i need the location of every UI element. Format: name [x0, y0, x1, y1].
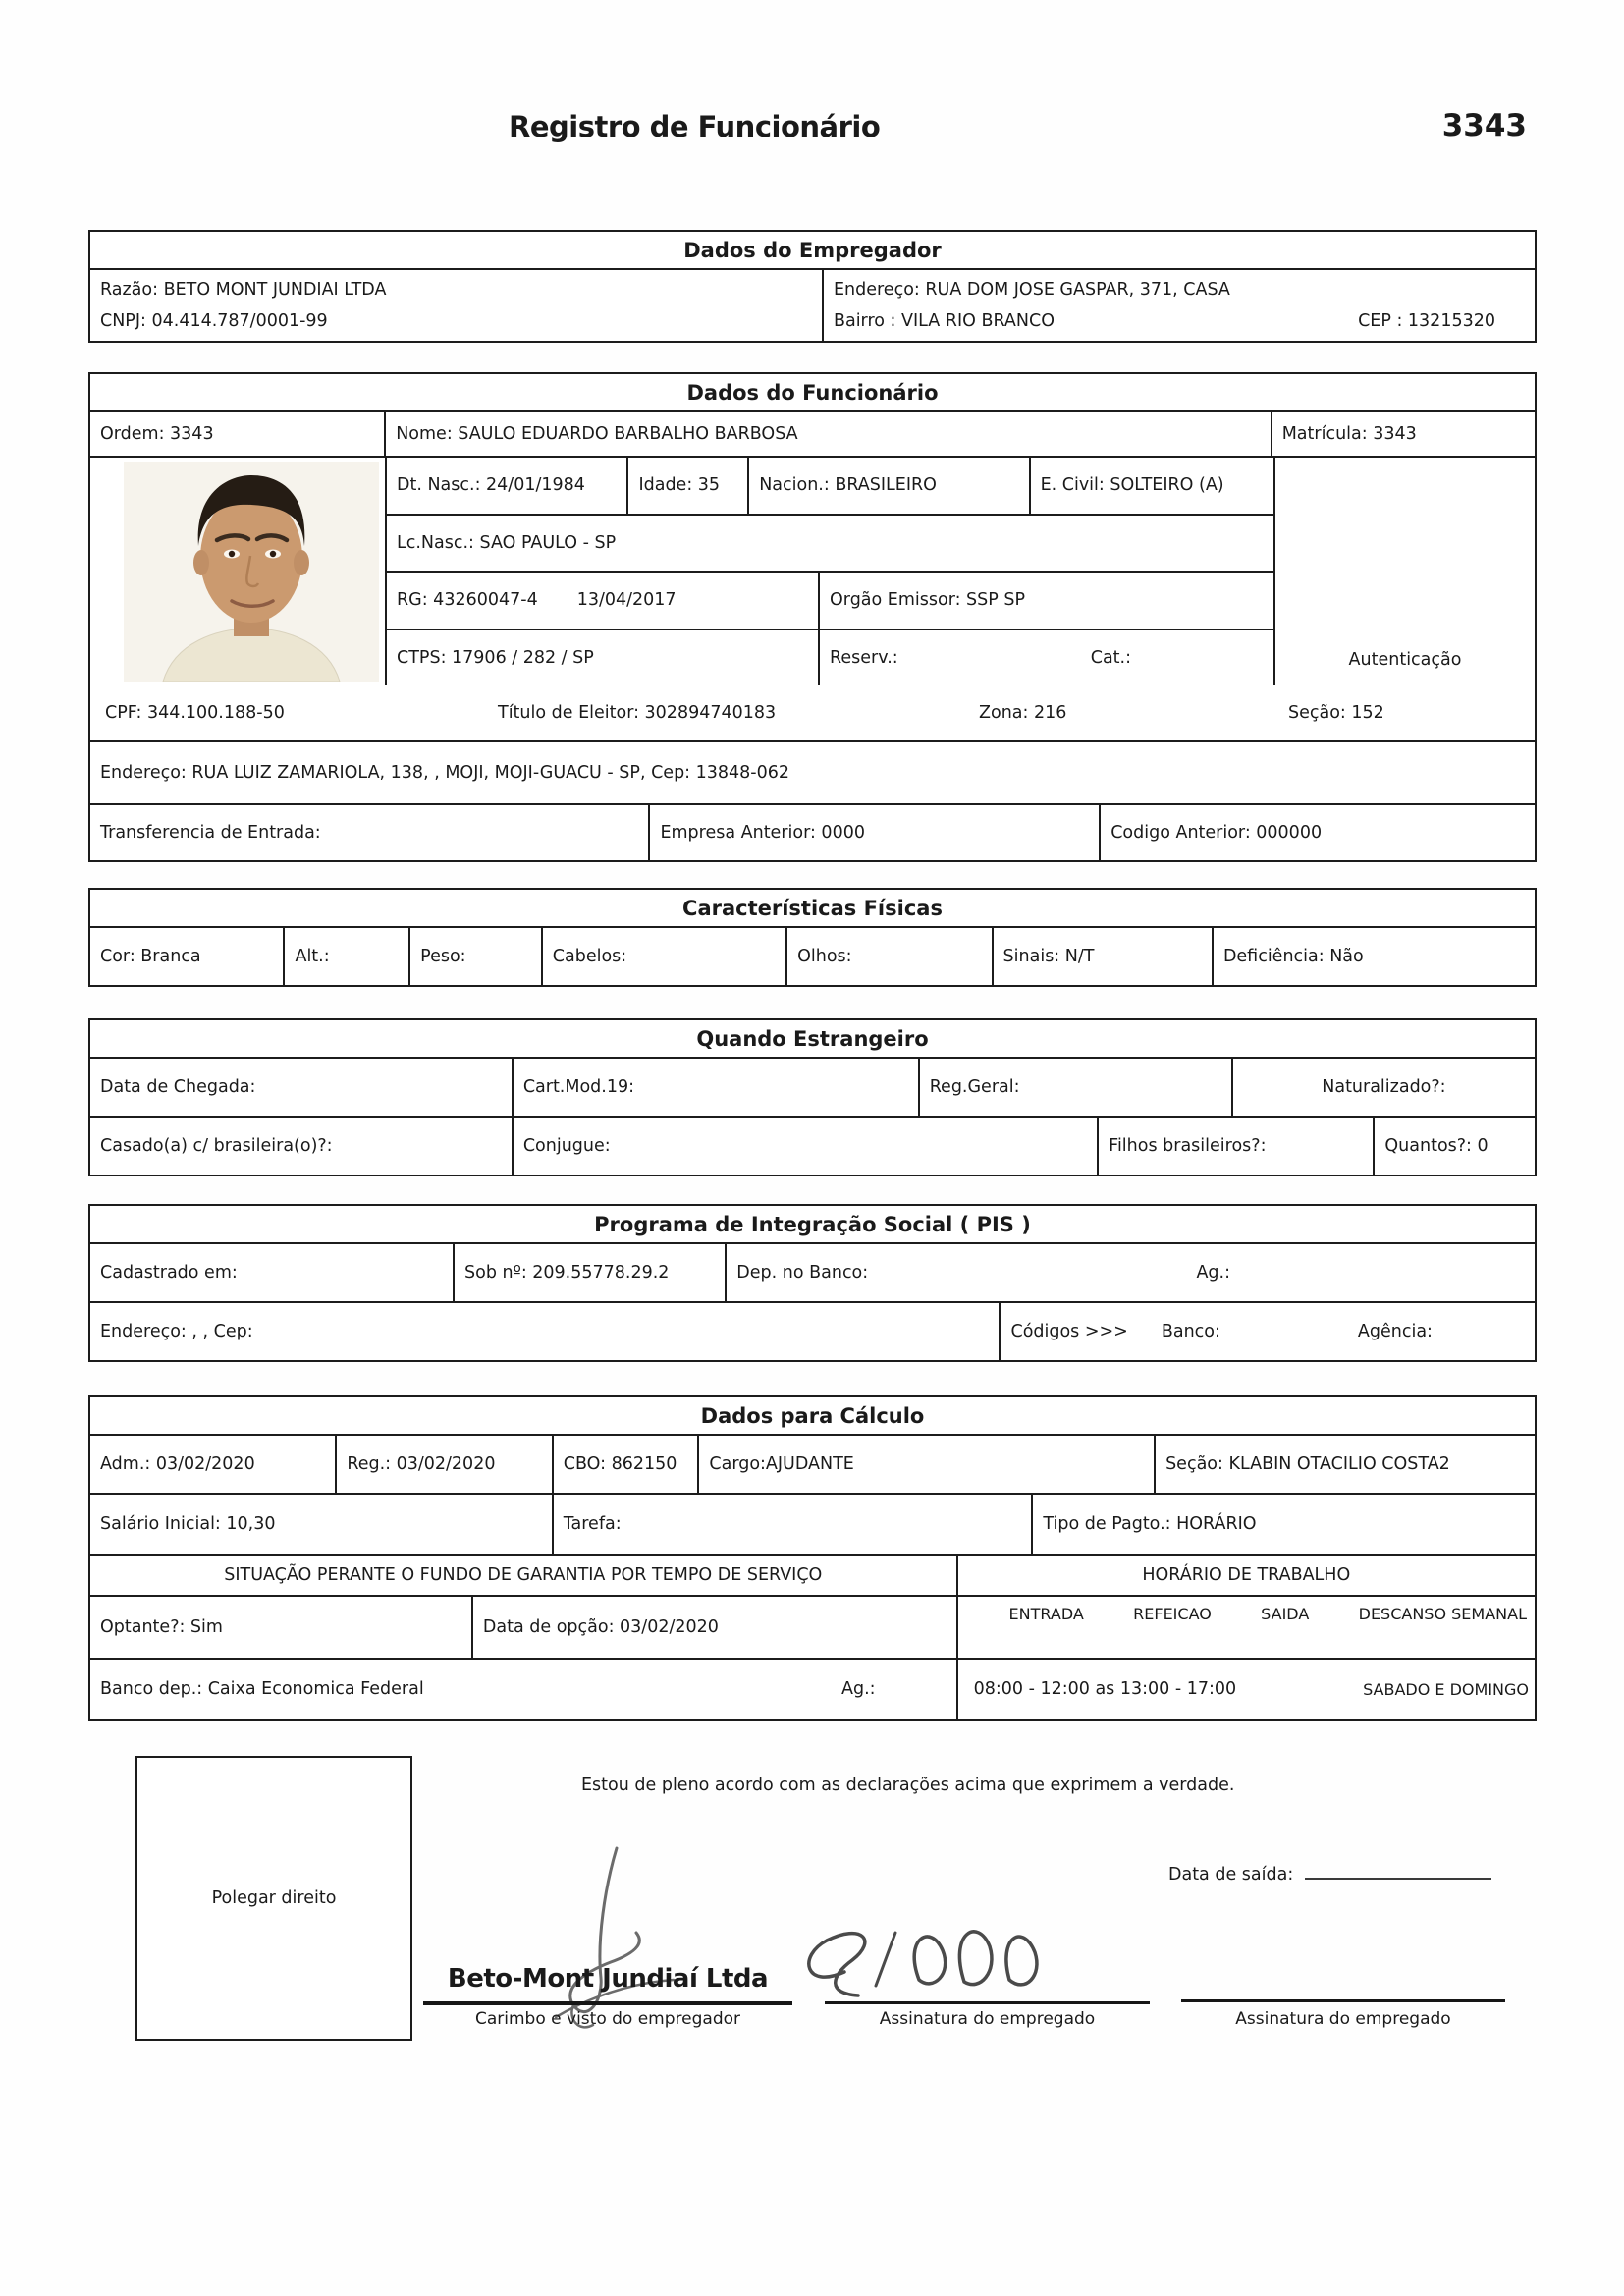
- field-nome: Nome: SAULO EDUARDO BARBALHO BARBOSA: [384, 412, 1271, 456]
- field-reserv: Reserv.:: [830, 647, 898, 668]
- col-saida: SAIDA: [1261, 1605, 1310, 1623]
- data-saida-field: [1168, 1858, 1491, 1885]
- field-rg-data: 13/04/2017: [576, 590, 677, 611]
- field-cart-mod: Cart.Mod.19:: [512, 1059, 918, 1116]
- field-peso: Peso:: [408, 928, 541, 985]
- field-bairro: Bairro : VILA RIO BRANCO: [833, 311, 1055, 331]
- field-adm: Adm.: 03/02/2020: [100, 1454, 255, 1474]
- data-saida-label: Data de saída:: [1168, 1865, 1294, 1885]
- page-title: Registro de Funcionário: [509, 110, 881, 143]
- field-conjugue: Conjugue:: [512, 1118, 1097, 1175]
- field-pis-endereco: Endereço: , , Cep:: [100, 1322, 253, 1341]
- section-pis: [88, 1204, 1537, 1362]
- field-secao-eleitoral: Seção: 152: [1288, 703, 1384, 723]
- field-orgao-emissor: Orgão Emissor: SSP SP: [818, 573, 1273, 629]
- field-naturalizado: Naturalizado?:: [1231, 1059, 1535, 1116]
- empregador-left-cell: [90, 270, 822, 341]
- field-data-opcao: Data de opção: 03/02/2020: [471, 1597, 956, 1658]
- field-secao-trabalho: Seção: KLABIN OTACILIO COSTA2: [1154, 1436, 1535, 1493]
- field-cargo: Cargo:AJUDANTE: [697, 1436, 1154, 1493]
- field-sob-no: Sob nº: 209.55778.29.2: [453, 1244, 725, 1301]
- fingerprint-label: Polegar direito: [211, 1888, 337, 1908]
- field-ordem: Ordem: 3343: [100, 424, 214, 444]
- field-rg-cell: [387, 573, 818, 629]
- field-pis-banco: Banco:: [1161, 1322, 1220, 1341]
- field-empresa-anterior: Empresa Anterior: 0000: [648, 805, 1099, 860]
- field-ctps: CTPS: 17906 / 282 / SP: [397, 647, 594, 668]
- declaration-text: Estou de pleno acordo com as declarações acima que exprimem a verdade.: [581, 1776, 1235, 1795]
- assinatura-label-1: Assinatura do empregado: [879, 2009, 1096, 2029]
- data-saida-blank-line: [1305, 1858, 1491, 1880]
- col-refeicao: REFEICAO: [1133, 1605, 1212, 1623]
- field-cep: CEP : 13215320: [1358, 311, 1495, 331]
- header-horario-trabalho: HORÁRIO DE TRABALHO: [956, 1556, 1535, 1595]
- carimbo-label: Carimbo e visto do empregador: [475, 2009, 740, 2029]
- field-cadastrado-em: Cadastrado em:: [100, 1263, 238, 1283]
- assinatura-label-2: Assinatura do empregado: [1235, 2009, 1451, 2029]
- field-calc-ag: Ag.:: [841, 1679, 876, 1699]
- field-nacionalidade: Nacion.: BRASILEIRO: [747, 458, 1028, 514]
- field-banco-dep: Banco dep.: Caixa Economica Federal: [100, 1679, 424, 1699]
- row-cpf: [90, 685, 1535, 740]
- field-estado-civil: E. Civil: SOLTEIRO (A): [1029, 458, 1273, 514]
- field-descanso: SABADO E DOMINGO: [1363, 1679, 1529, 1699]
- section-funcionario: [88, 372, 1537, 862]
- field-dep-banco: Dep. no Banco:: [736, 1263, 869, 1283]
- field-cbo: CBO: 862150: [552, 1436, 698, 1493]
- field-pis-agencia: Agência:: [1357, 1322, 1433, 1341]
- field-dt-nasc: Dt. Nasc.: 24/01/1984: [397, 475, 585, 496]
- field-rg: RG: 43260047-4: [397, 590, 538, 611]
- field-horario-valor: 08:00 - 12:00 as 13:00 - 17:00: [973, 1679, 1237, 1699]
- field-pis-ag: Ag.:: [1196, 1263, 1230, 1283]
- employer-signature: [509, 1842, 715, 2035]
- field-cpf: CPF: 344.100.188-50: [105, 703, 285, 723]
- fingerprint-box: [135, 1756, 412, 2041]
- field-cnpj: CNPJ: 04.414.787/0001-99: [100, 311, 328, 331]
- field-transferencia: Transferencia de Entrada:: [100, 823, 321, 843]
- field-data-chegada: Data de Chegada:: [100, 1077, 256, 1097]
- field-titulo-eleitor: Título de Eleitor: 302894740183: [498, 703, 777, 723]
- section-caracteristicas: [88, 888, 1537, 987]
- page-number: 3343: [1441, 108, 1527, 143]
- signature-line-employee-2: [1181, 1964, 1505, 2002]
- field-idade: Idade: 35: [626, 458, 747, 514]
- field-matricula: Matrícula: 3343: [1271, 412, 1535, 456]
- field-dep-banco-cell: [725, 1244, 1535, 1301]
- field-horario-cell: [956, 1660, 1535, 1719]
- signature-line-employee-1: [825, 1966, 1150, 2004]
- section-empregador: [88, 230, 1537, 343]
- field-deficiencia: Deficiência: Não: [1212, 928, 1535, 985]
- field-sinais: Sinais: N/T: [992, 928, 1212, 985]
- section-funcionario-title: Dados do Funcionário: [90, 374, 1535, 412]
- field-reg-geral: Reg.Geral:: [918, 1059, 1231, 1116]
- employer-stamp: Beto-Mont Jundiaí Ltda: [447, 1964, 769, 1994]
- col-entrada: ENTRADA: [1008, 1605, 1084, 1623]
- field-tipo-pagto: Tipo de Pagto.: HORÁRIO: [1031, 1495, 1535, 1554]
- field-olhos: Olhos:: [785, 928, 991, 985]
- field-banco-dep-cell: [90, 1660, 956, 1719]
- section-calculo-title: Dados para Cálculo: [90, 1397, 1535, 1436]
- field-reserv-cat-cell: [818, 630, 1273, 686]
- section-empregador-title: Dados do Empregador: [90, 232, 1535, 270]
- col-descanso-semanal: DESCANSO SEMANAL: [1358, 1605, 1527, 1623]
- field-reg: Reg.: 03/02/2020: [335, 1436, 551, 1493]
- field-cat: Cat.:: [1090, 647, 1131, 668]
- field-endereco-empregador: Endereço: RUA DOM JOSE GASPAR, 371, CASA: [833, 280, 1230, 300]
- section-calculo: [88, 1395, 1537, 1721]
- field-salario-inicial: Salário Inicial: 10,30: [100, 1514, 276, 1534]
- row-horario-headers: [956, 1597, 1535, 1658]
- section-pis-title: Programa de Integração Social ( PIS ): [90, 1206, 1535, 1244]
- employee-photo: [90, 458, 385, 685]
- field-filhos-brasileiros: Filhos brasileiros?:: [1097, 1118, 1373, 1175]
- section-caracteristicas-title: Características Físicas: [90, 890, 1535, 928]
- field-codigos-cell: [999, 1303, 1535, 1360]
- field-razao: Razão: BETO MONT JUNDIAI LTDA: [100, 280, 387, 300]
- field-lc-nasc: Lc.Nasc.: SAO PAULO - SP: [397, 532, 617, 553]
- signature-line-employer: [423, 1966, 792, 2005]
- field-cabelos: Cabelos:: [541, 928, 785, 985]
- field-altura: Alt.:: [283, 928, 408, 985]
- section-estrangeiro-title: Quando Estrangeiro: [90, 1020, 1535, 1059]
- field-optante: Optante?: Sim: [100, 1617, 223, 1637]
- field-codigo-anterior: Codigo Anterior: 000000: [1099, 805, 1535, 860]
- field-codigos: Códigos >>>: [1010, 1322, 1128, 1341]
- field-endereco-funcionario: Endereço: RUA LUIZ ZAMARIOLA, 138, , MOJI, MOJI-GUACU - SP, Cep: 13848-062: [100, 763, 790, 783]
- field-zona: Zona: 216: [979, 703, 1067, 723]
- empregador-right-cell: [822, 270, 1535, 341]
- footer: [88, 1756, 1537, 2080]
- field-quantos: Quantos?: 0: [1373, 1118, 1535, 1175]
- field-cor: Cor: Branca: [100, 947, 201, 966]
- section-estrangeiro: [88, 1018, 1537, 1176]
- employee-photo-image: [124, 462, 379, 682]
- field-tarefa: Tarefa:: [552, 1495, 1032, 1554]
- field-casado-brasileira: Casado(a) c/ brasileira(o)?:: [100, 1136, 333, 1156]
- field-autenticacao: Autenticação: [1273, 458, 1535, 685]
- header-fgts: SITUAÇÃO PERANTE O FUNDO DE GARANTIA POR TEMPO DE SERVIÇO: [224, 1565, 823, 1585]
